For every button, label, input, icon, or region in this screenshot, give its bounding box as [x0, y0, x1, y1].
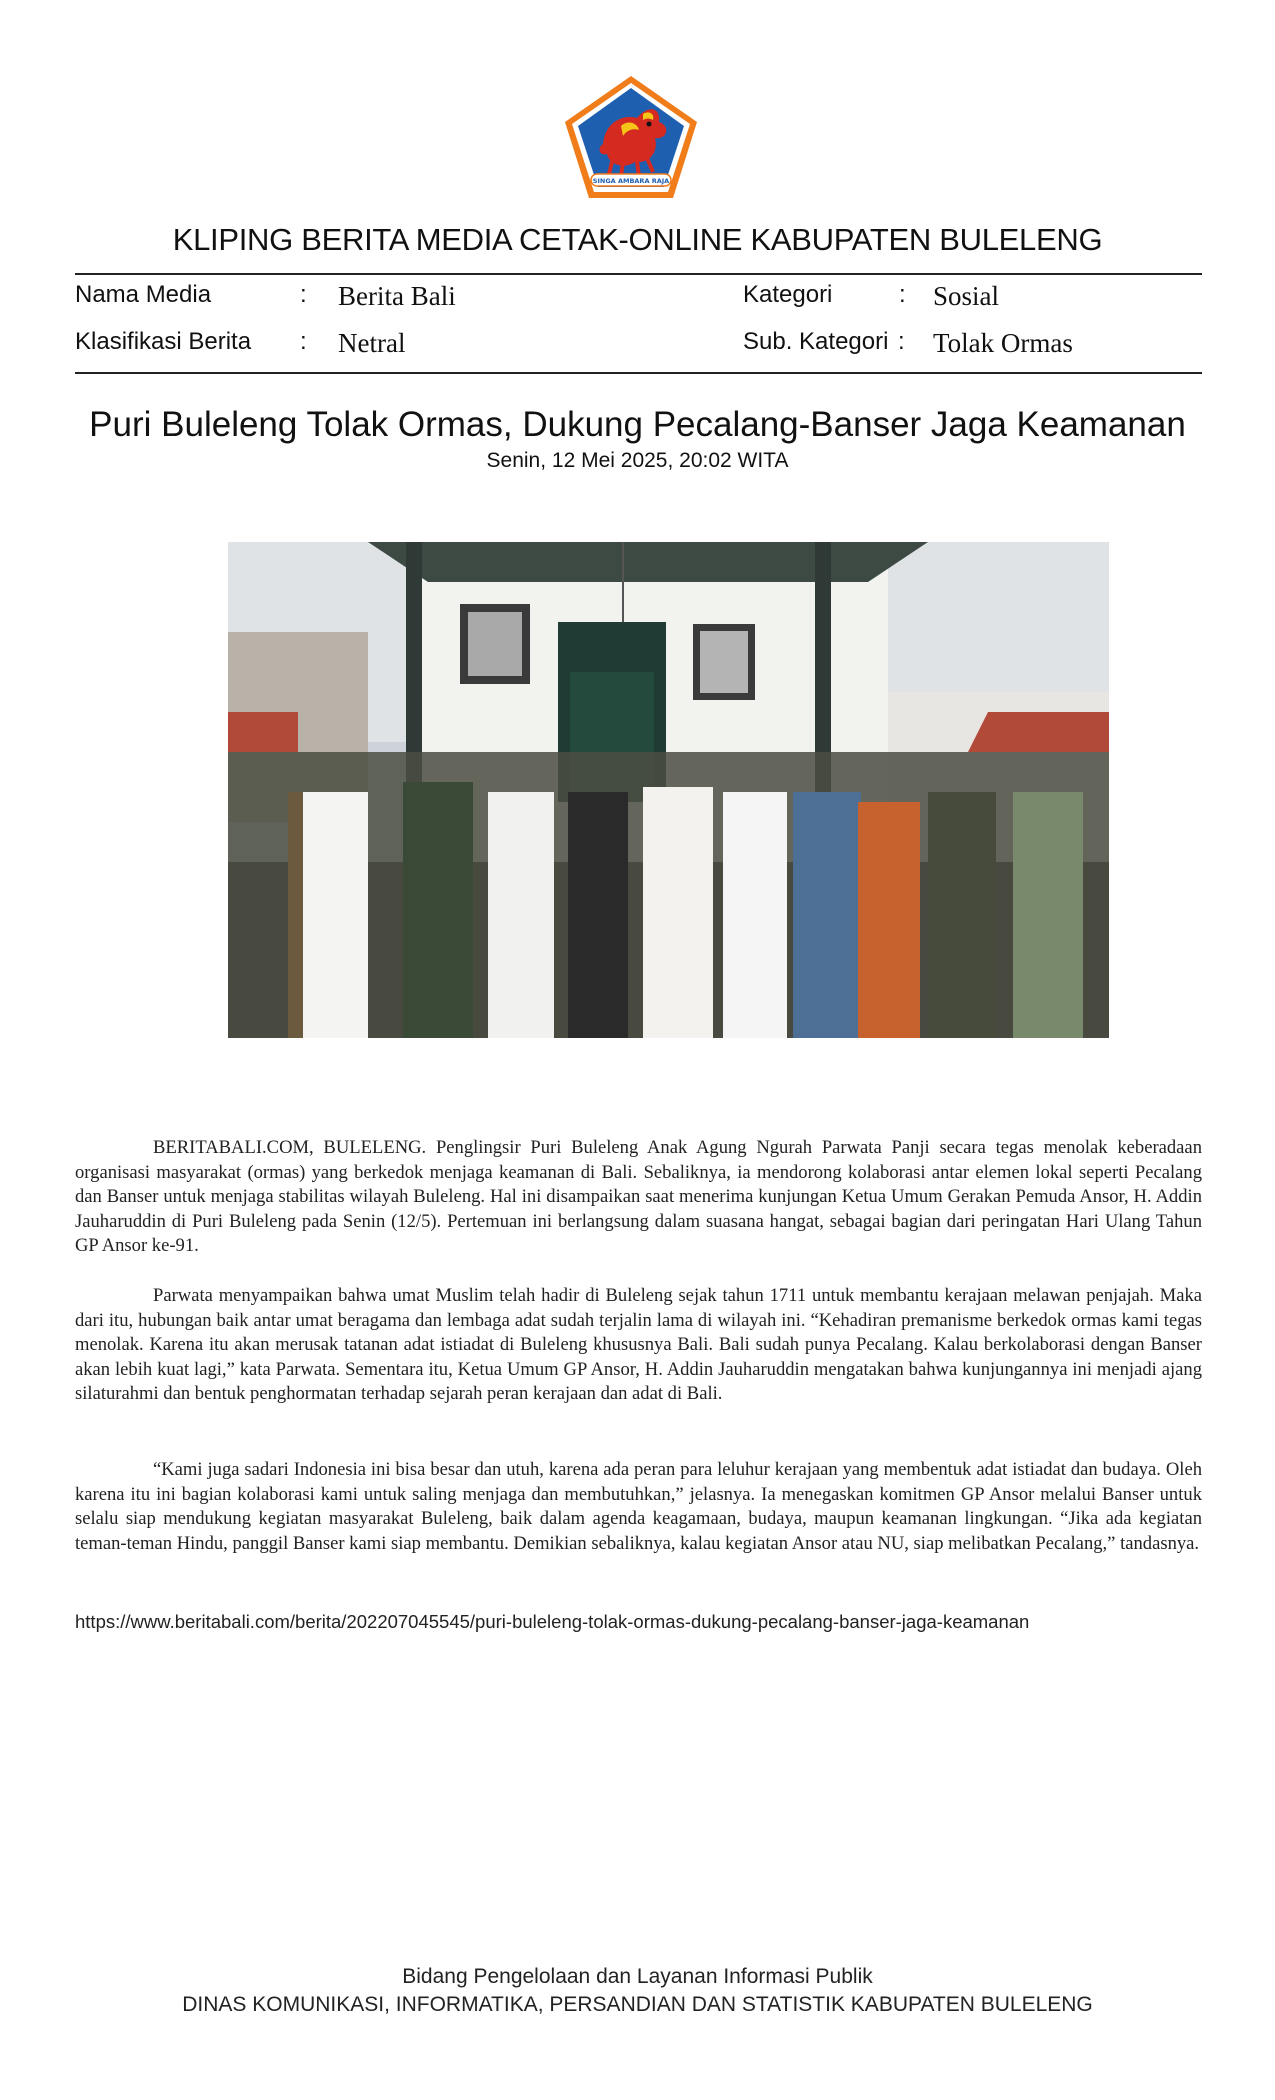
logo-motto: SINGA AMBARA RAJA: [592, 177, 670, 185]
kategori-label: Kategori: [743, 281, 833, 308]
top-divider: [75, 273, 1202, 275]
clipping-header-title: KLIPING BERITA MEDIA CETAK-ONLINE KABUPATEN BULELENG: [172, 222, 1103, 257]
klasifikasi-value: Netral: [338, 328, 406, 358]
footer-department: Bidang Pengelolaan dan Layanan Informasi Publik: [402, 1965, 873, 1988]
article-date: Senin, 12 Mei 2025, 20:02 WITA: [486, 449, 789, 472]
subkategori-value: Tolak Ormas: [933, 328, 1073, 358]
article-title: Puri Buleleng Tolak Ormas, Dukung Pecalang-Banser Jaga Keamanan: [89, 405, 1186, 444]
klasifikasi-colon: :: [300, 328, 307, 355]
source-url-link[interactable]: https://www.beritabali.com/berita/202207045545/puri-buleleng-tolak-ormas-dukung-pecalang-banser-jaga-keamanan: [75, 1611, 1030, 1632]
article-paragraph-2: Parwata menyampaikan bahwa umat Muslim telah hadir di Buleleng sejak tahun 1711 untuk membantu kerajaan melawan penjajah. Maka dari itu, hubungan baik antar umat beragama dan lembaga adat sudah terjalin lama di wilayah ini. “Kehadiran premanisme berkedok ormas kami tegas menolak. Karena itu akan merusak tatanan adat istiadat di Buleleng khususnya Bali. Bali sudah punya Pecalang. Kalau berkolaborasi dengan Banser akan lebih kuat lagi,” kata Parwata. Sementara itu, Ketua Umum GP Ansor, H. Addin Jauharuddin mengatakan bahwa kunjungannya ini menjadi ajang silaturahmi dan bentuk penghormatan terhadap sejarah peran kerajaan dan adat di Bali.: [75, 1285, 1202, 1405]
article-paragraph-1: BERITABALI.COM, BULELENG. Penglingsir Puri Buleleng Anak Agung Ngurah Parwata Panji secara tegas menolak keberadaan organisasi masyarakat (ormas) yang berkedok menjaga keamanan di Bali. Sebaliknya, ia mendorong kolaborasi antar elemen lokal seperti Pecalang dan Banser untuk menjaga stabilitas wilayah Buleleng. Hal ini disampaikan saat menerima kunjungan Ketua Umum Gerakan Pemuda Ansor, H. Addin Jauharuddin di Puri Buleleng pada Senin (12/5). Pertemuan ini berlangsung dalam suasana hangat, sebagai bagian dari peringatan Hari Ulang Tahun GP Ansor ke-91.: [75, 1137, 1202, 1257]
media-colon: :: [300, 281, 307, 308]
klasifikasi-label: Klasifikasi Berita: [75, 328, 252, 355]
subkategori-colon: :: [898, 328, 905, 355]
media-label: Nama Media: [75, 281, 212, 308]
article-photo: [228, 542, 1109, 1038]
subkategori-label: Sub. Kategori: [743, 328, 889, 355]
kategori-colon: :: [899, 281, 906, 308]
article-paragraph-3: “Kami juga sadari Indonesia ini bisa besar dan utuh, karena ada peran para leluhur kerajaan yang membentuk adat istiadat dan budaya. Oleh karena itu ini bagian kolaborasi kami untuk saling menjaga dan membutuhkan,” jelasnya. Ia menegaskan komitmen GP Ansor melalui Banser untuk selalu siap mendukung kegiatan masyarakat Buleleng, baik dalam agenda keagamaan, budaya, maupun keamanan lingkungan. “Jika ada kegiatan teman-teman Hindu, panggil Banser kami siap membantu. Demikian sebaliknya, kalau kegiatan Ansor atau NU, siap melibatkan Pecalang,” tandasnya.: [75, 1459, 1202, 1554]
bottom-divider: [75, 372, 1202, 374]
footer-agency: DINAS KOMUNIKASI, INFORMATIKA, PERSANDIAN DAN STATISTIK KABUPATEN BULELENG: [182, 1993, 1093, 2016]
kategori-value: Sosial: [933, 281, 1000, 311]
buleleng-regency-logo: [563, 74, 699, 200]
media-value: Berita Bali: [338, 281, 456, 311]
